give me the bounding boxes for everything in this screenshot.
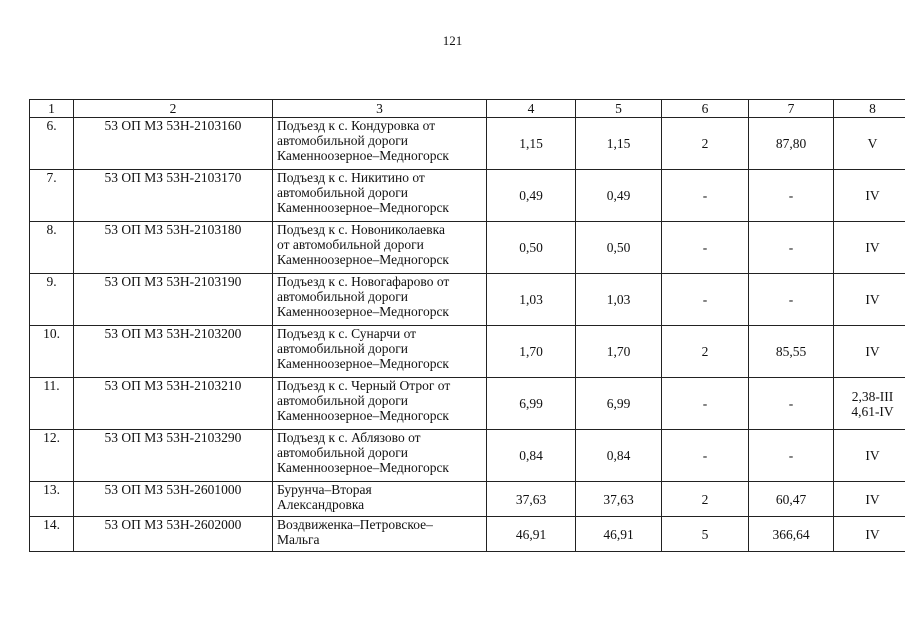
length-col-5: 37,63 bbox=[576, 482, 662, 517]
length-col-4: 0,84 bbox=[487, 430, 576, 482]
road-name-line: Каменноозерное–Медногорск bbox=[277, 460, 449, 475]
table-row bbox=[30, 326, 905, 378]
road-name bbox=[273, 482, 487, 517]
road-category-line: IV bbox=[865, 292, 880, 307]
road-name-line: от автомобильной дороги bbox=[277, 237, 424, 252]
length-col-4: 1,70 bbox=[487, 326, 576, 378]
road-name bbox=[273, 378, 487, 430]
table-row bbox=[30, 118, 905, 170]
table-row bbox=[30, 378, 905, 430]
road-name-line: Подъезд к с. Черный Отрог от bbox=[277, 378, 451, 393]
value-col-7: - bbox=[749, 378, 834, 430]
road-category-line: IV bbox=[865, 240, 880, 255]
road-name-line: Каменноозерное–Медногорск bbox=[277, 304, 449, 319]
road-name-line: автомобильной дороги bbox=[277, 185, 408, 200]
length-col-4: 46,91 bbox=[487, 517, 576, 552]
table-row bbox=[30, 222, 905, 274]
road-category-line: V bbox=[867, 136, 878, 151]
row-number: 6. bbox=[30, 118, 74, 170]
road-name-line: Мальга bbox=[277, 532, 320, 547]
road-name-line: Подъезд к с. Новониколаевка bbox=[277, 222, 445, 237]
road-code: 53 ОП МЗ 53Н-2103170 bbox=[74, 170, 273, 222]
table-row bbox=[30, 170, 905, 222]
road-name bbox=[273, 274, 487, 326]
length-col-5: 0,84 bbox=[576, 430, 662, 482]
column-header-4: 4 bbox=[487, 100, 576, 118]
road-category bbox=[834, 326, 905, 378]
road-code: 53 ОП МЗ 53Н-2103190 bbox=[74, 274, 273, 326]
road-category-line: 4,61-IV bbox=[851, 403, 894, 419]
road-name-line: Подъезд к с. Аблязово от bbox=[277, 430, 421, 445]
table-row bbox=[30, 274, 905, 326]
road-code: 53 ОП МЗ 53Н-2103180 bbox=[74, 222, 273, 274]
length-col-4: 1,15 bbox=[487, 118, 576, 170]
row-number: 9. bbox=[30, 274, 74, 326]
value-col-6: - bbox=[662, 274, 749, 326]
road-category-line: IV bbox=[865, 526, 880, 542]
value-col-7: - bbox=[749, 430, 834, 482]
row-number: 11. bbox=[30, 378, 74, 430]
length-col-4: 0,50 bbox=[487, 222, 576, 274]
page-number: 121 bbox=[442, 33, 463, 48]
value-col-7: 87,80 bbox=[749, 118, 834, 170]
value-col-6: 5 bbox=[662, 517, 749, 552]
road-name bbox=[273, 326, 487, 378]
road-name-line: автомобильной дороги bbox=[277, 133, 408, 148]
road-code: 53 ОП МЗ 53Н-2103290 bbox=[74, 430, 273, 482]
row-number: 14. bbox=[30, 517, 74, 552]
road-name-line: Бурунча–Вторая bbox=[277, 482, 372, 497]
length-col-5: 0,50 bbox=[576, 222, 662, 274]
road-category bbox=[834, 482, 905, 517]
road-category bbox=[834, 430, 905, 482]
value-col-6: - bbox=[662, 170, 749, 222]
length-col-4: 6,99 bbox=[487, 378, 576, 430]
road-code: 53 ОП МЗ 53Н-2103210 bbox=[74, 378, 273, 430]
length-col-5: 46,91 bbox=[576, 517, 662, 552]
road-name-line: Подъезд к с. Никитино от bbox=[277, 170, 425, 185]
road-name bbox=[273, 222, 487, 274]
road-category bbox=[834, 517, 905, 552]
road-code: 53 ОП МЗ 53Н-2103200 bbox=[74, 326, 273, 378]
row-number: 7. bbox=[30, 170, 74, 222]
road-category-line: IV bbox=[865, 448, 880, 463]
road-name-line: Подъезд к с. Сунарчи от bbox=[277, 326, 417, 341]
value-col-6: - bbox=[662, 378, 749, 430]
row-number: 13. bbox=[30, 482, 74, 517]
road-code: 53 ОП МЗ 53Н-2601000 bbox=[74, 482, 273, 517]
road-name-line: Каменноозерное–Медногорск bbox=[277, 252, 449, 267]
road-name-line: Александровка bbox=[277, 497, 365, 512]
value-col-7: - bbox=[749, 222, 834, 274]
road-name-line: Каменноозерное–Медногорск bbox=[277, 148, 449, 163]
column-header-5: 5 bbox=[576, 100, 662, 118]
value-col-6: 2 bbox=[662, 326, 749, 378]
road-name-line: Каменноозерное–Медногорск bbox=[277, 408, 449, 423]
value-col-7: - bbox=[749, 170, 834, 222]
road-category bbox=[834, 274, 905, 326]
length-col-4: 0,49 bbox=[487, 170, 576, 222]
road-name bbox=[273, 170, 487, 222]
road-category-line: IV bbox=[865, 188, 880, 203]
road-category-line: IV bbox=[865, 344, 880, 359]
value-col-7: - bbox=[749, 274, 834, 326]
road-name-line: автомобильной дороги bbox=[277, 341, 408, 356]
value-col-6: - bbox=[662, 430, 749, 482]
road-name bbox=[273, 118, 487, 170]
table-body bbox=[30, 118, 905, 552]
column-header-2: 2 bbox=[74, 100, 273, 118]
value-col-6: 2 bbox=[662, 482, 749, 517]
length-col-5: 1,70 bbox=[576, 326, 662, 378]
road-name bbox=[273, 517, 487, 552]
value-col-6: - bbox=[662, 222, 749, 274]
column-header-1: 1 bbox=[30, 100, 74, 118]
table-row bbox=[30, 482, 905, 517]
road-name-line: Воздвиженка–Петровское– bbox=[277, 517, 433, 532]
road-name-line: автомобильной дороги bbox=[277, 393, 408, 408]
length-col-5: 6,99 bbox=[576, 378, 662, 430]
table-row bbox=[30, 517, 905, 552]
column-header-6: 6 bbox=[662, 100, 749, 118]
length-col-5: 0,49 bbox=[576, 170, 662, 222]
value-col-7: 60,47 bbox=[749, 482, 834, 517]
length-col-4: 37,63 bbox=[487, 482, 576, 517]
table-row bbox=[30, 430, 905, 482]
row-number: 12. bbox=[30, 430, 74, 482]
column-header-8: 8 bbox=[834, 100, 905, 118]
length-col-5: 1,15 bbox=[576, 118, 662, 170]
length-col-4: 1,03 bbox=[487, 274, 576, 326]
road-category bbox=[834, 222, 905, 274]
road-category bbox=[834, 118, 905, 170]
length-col-5: 1,03 bbox=[576, 274, 662, 326]
road-code: 53 ОП МЗ 53Н-2602000 bbox=[74, 517, 273, 552]
road-name-line: автомобильной дороги bbox=[277, 445, 408, 460]
road-category bbox=[834, 170, 905, 222]
road-name-line: Каменноозерное–Медногорск bbox=[277, 356, 449, 371]
road-category bbox=[834, 378, 905, 430]
header-row bbox=[30, 100, 905, 118]
road-name-line: автомобильной дороги bbox=[277, 289, 408, 304]
column-header-3: 3 bbox=[273, 100, 487, 118]
road-category-line: 2,38-III bbox=[851, 388, 894, 404]
road-name-line: Подъезд к с. Кондуровка от bbox=[277, 118, 436, 133]
row-number: 8. bbox=[30, 222, 74, 274]
road-code: 53 ОП МЗ 53Н-2103160 bbox=[74, 118, 273, 170]
row-number: 10. bbox=[30, 326, 74, 378]
road-name-line: Подъезд к с. Новогафарово от bbox=[277, 274, 450, 289]
road-name bbox=[273, 430, 487, 482]
value-col-7: 366,64 bbox=[749, 517, 834, 552]
road-name-line: Каменноозерное–Медногорск bbox=[277, 200, 449, 215]
value-col-6: 2 bbox=[662, 118, 749, 170]
value-col-7: 85,55 bbox=[749, 326, 834, 378]
road-table bbox=[29, 99, 905, 552]
column-header-7: 7 bbox=[749, 100, 834, 118]
road-category-line: IV bbox=[865, 491, 880, 507]
